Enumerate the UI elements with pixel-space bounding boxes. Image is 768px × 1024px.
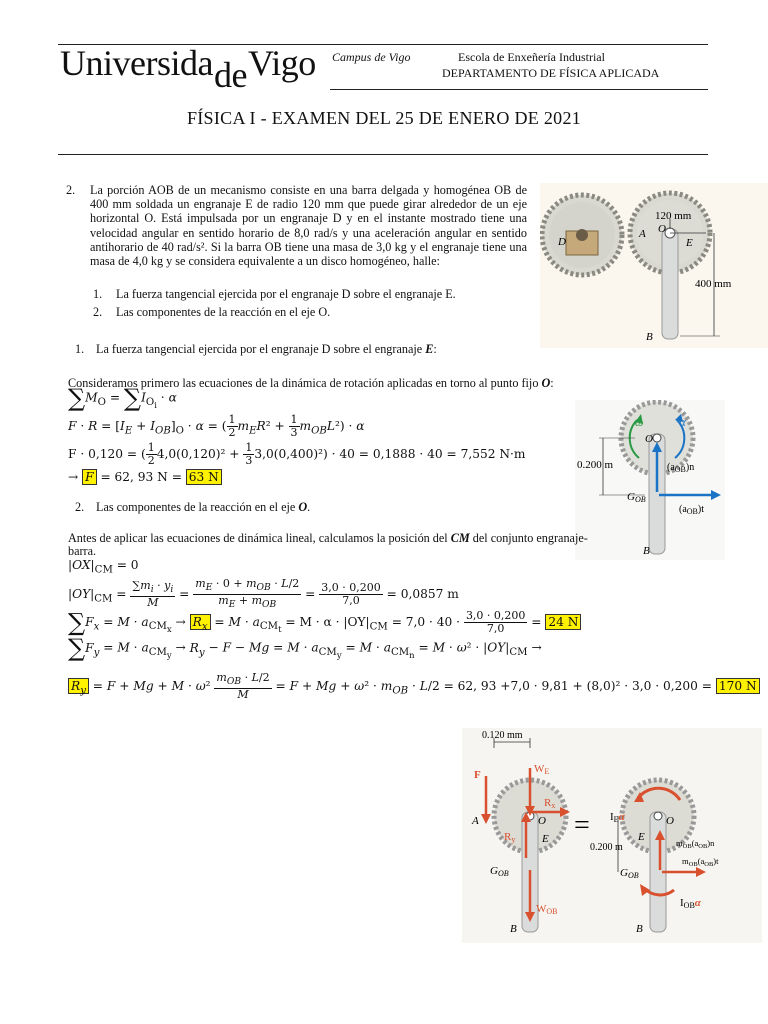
fig3-point-b: B: [510, 923, 517, 935]
school-label: Escola de Enxeñería Industrial: [458, 50, 605, 64]
fig3-dist-label: 0.200 m: [590, 842, 623, 853]
part2-heading-number: 2.: [75, 500, 85, 514]
fig3-we: WE: [534, 763, 550, 776]
part2-heading: Las componentes de la reacción en el eje O.: [96, 500, 311, 514]
equation-torque-value: F · 0,120 = ( $\frac{1}{2}$ 4,0(0,120)² + $\frac{1}{3}$ 3,0(0,400)²) · 40 = 0,1888 · 40 = 7,552 N·m: [68, 441, 526, 467]
header-bottom-rule: [58, 154, 708, 155]
exam-title: FÍSICA I - EXAMEN DEL 25 DE ENERO DE 2021: [186, 108, 582, 128]
fig3-point-g2: GOB: [620, 867, 639, 880]
fig3-mn: $m_{OB}(a_{OB})n$: [676, 838, 715, 850]
logo-main-text: Universida: [60, 43, 213, 83]
equation-ox-cm: $|OX|_{CM} = 0$: [68, 558, 139, 576]
result-force-box: 63 N: [186, 469, 222, 485]
fig3-radius-label: 0.120 mm: [482, 730, 523, 741]
fig3-rx: Rx: [544, 797, 556, 810]
logo-de-text: de: [213, 55, 247, 95]
fig2-alpha: α: [679, 414, 686, 429]
equation-oy-cm: $|OY|_{CM}$ = $\frac{\sum m_i \cdot y_i}{M}$ = $\frac{m_E \cdot 0 + m_{OB} \cdot L/2}{m_E + m_{OB}}$ = $\frac{3,0 \cdot 0,200}{7,0}$ = 0,0857 m: [68, 577, 459, 611]
part1-heading-number: 1.: [75, 342, 85, 356]
fig3-point-o2: O: [666, 815, 674, 827]
fig3-point-a: A: [472, 815, 479, 827]
fig1-point-a: A: [639, 228, 646, 240]
campus-label: Campus de Vigo: [332, 50, 411, 64]
figure-free-body-diagram: [462, 728, 762, 943]
fig2-point-o: O: [645, 433, 653, 445]
fig3-force-f: F: [474, 769, 481, 781]
university-logo: [60, 42, 316, 95]
fig2-at: $(a_{OB})t$: [679, 504, 705, 516]
fig3-point-b2: B: [636, 923, 643, 935]
problem-number: 2.: [66, 183, 76, 197]
fig1-point-d: D: [558, 236, 566, 248]
fig3-point-e: E: [542, 833, 549, 845]
result-ry-box: 170 N: [716, 678, 760, 694]
fig2-dist-label: 0.200 m: [577, 459, 614, 471]
fig3-wob: WOB: [536, 903, 558, 916]
fig3-point-e2: E: [638, 831, 645, 843]
department-label: DEPARTAMENTO DE FÍSICA APLICADA: [442, 66, 660, 80]
fig2-omega: ω: [635, 415, 644, 429]
logo-vigo-text: Vigo: [247, 43, 316, 83]
result-force-f: → F = 62, 93 N = 63 N: [68, 470, 222, 484]
header-mid-rule: [330, 89, 708, 90]
question-1-number: 1.: [93, 287, 103, 301]
equation-moment-sum: $\sum M_O = \sum I_{O_i} \cdot \alpha$: [68, 384, 177, 412]
fig3-point-g: GOB: [490, 865, 509, 878]
question-2-number: 2.: [93, 305, 103, 319]
fig1-point-e: E: [686, 237, 693, 249]
fig3-ry: Ry: [504, 831, 516, 844]
bar-ob: [662, 229, 678, 339]
fig3-ie: IEα: [610, 811, 625, 824]
fig2-an: $(a_{OB})n$: [667, 462, 695, 474]
fig1-point-o: O: [658, 223, 666, 235]
question-2-text: Las componentes de la reacción en el eje O.: [116, 305, 331, 319]
problem-statement: La porción AOB de un mecanismo consiste en una barra delgada y homogénea OB de 400 mm soldada un engranaje E de radio 120 mm que puede girar alrededor de un eje horizontal O. Está impulsada por un engranaje D y en el instante mostrado tiene una velocidad angular en sentido horario de 8,0 rad/s y una aceleración angular en sentido antihorario de 40 rad/s². Si la barra OB tiene una masa de 3,0 kg y el engranaje tiene una masa de 4,0 kg y se considera equivalente a un disco homogéneo, halle:: [90, 183, 527, 269]
fig1-length-label: 400 mm: [695, 278, 732, 290]
fig1-point-b: B: [646, 331, 653, 343]
equation-sum-fy: $\sum F_y = M \cdot a_{CM_y} \to R_y - F - Mg = M \cdot a_{CM_y} = M \cdot a_{CM_n} = M \cdot \omega^2 \cdot |OY|_{CM}$ →: [68, 634, 542, 662]
part1-heading: La fuerza tangencial ejercida por el engranaje D sobre el engranaje E:: [96, 342, 437, 356]
fig3-point-o: O: [538, 815, 546, 827]
equation-ry-result: $R_y = F + Mg + M \cdot \omega^2$ $\frac{m_{OB} \cdot L/2}{M}$ = $F + Mg + \omega^2 \cdot m_{OB} \cdot L/2 = 62$, 93 +7,0 · 9,81 + (8,0)² · 3,0 · 0,200 = 170 N: [68, 672, 760, 701]
part1-intro: Consideramos primero las ecuaciones de la dinámica de rotación aplicadas en torno al punto fijo O:: [68, 376, 554, 390]
gear-d: [542, 195, 622, 275]
fig2-point-b: B: [643, 545, 650, 557]
part2-intro: Antes de aplicar las ecuaciones de dinámica lineal, calculamos la posición del CM del conjunto engranaje-barra.: [68, 531, 588, 558]
figure-kinematics: [575, 400, 725, 560]
question-1-text: La fuerza tangencial ejercida por el engranaje D sobre el engranaje E.: [116, 287, 456, 301]
fig1-radius-label: 120 mm: [655, 210, 692, 222]
equation-moment-inertia: $F \cdot R = [I_E + I_{OB}]_O \cdot \alpha$ = ( $\frac{1}{2}$ $m_ER^2$ + $\frac{1}{3}$ $m_{OB}L^2) \cdot \alpha$: [68, 413, 365, 439]
fig3-equals: =: [574, 810, 590, 841]
result-rx-box: 24 N: [545, 614, 581, 630]
figure-gears-mechanism: [540, 183, 768, 348]
fig2-point-g: GOB: [627, 491, 646, 504]
equation-sum-fx: $\sum F_x = M \cdot a_{CM_x} \to R_x = M \cdot a_{CM_t} = M \cdot \alpha \cdot |OY|_{CM} = 7,0 \cdot 40$ · $\frac{3,0 \cdot 0,200}{7,0}$ = 24 N: [68, 610, 581, 635]
fig3-mt: $m_{OB}(a_{OB})t$: [682, 856, 719, 868]
fig3-iob: IOBα: [680, 897, 701, 910]
